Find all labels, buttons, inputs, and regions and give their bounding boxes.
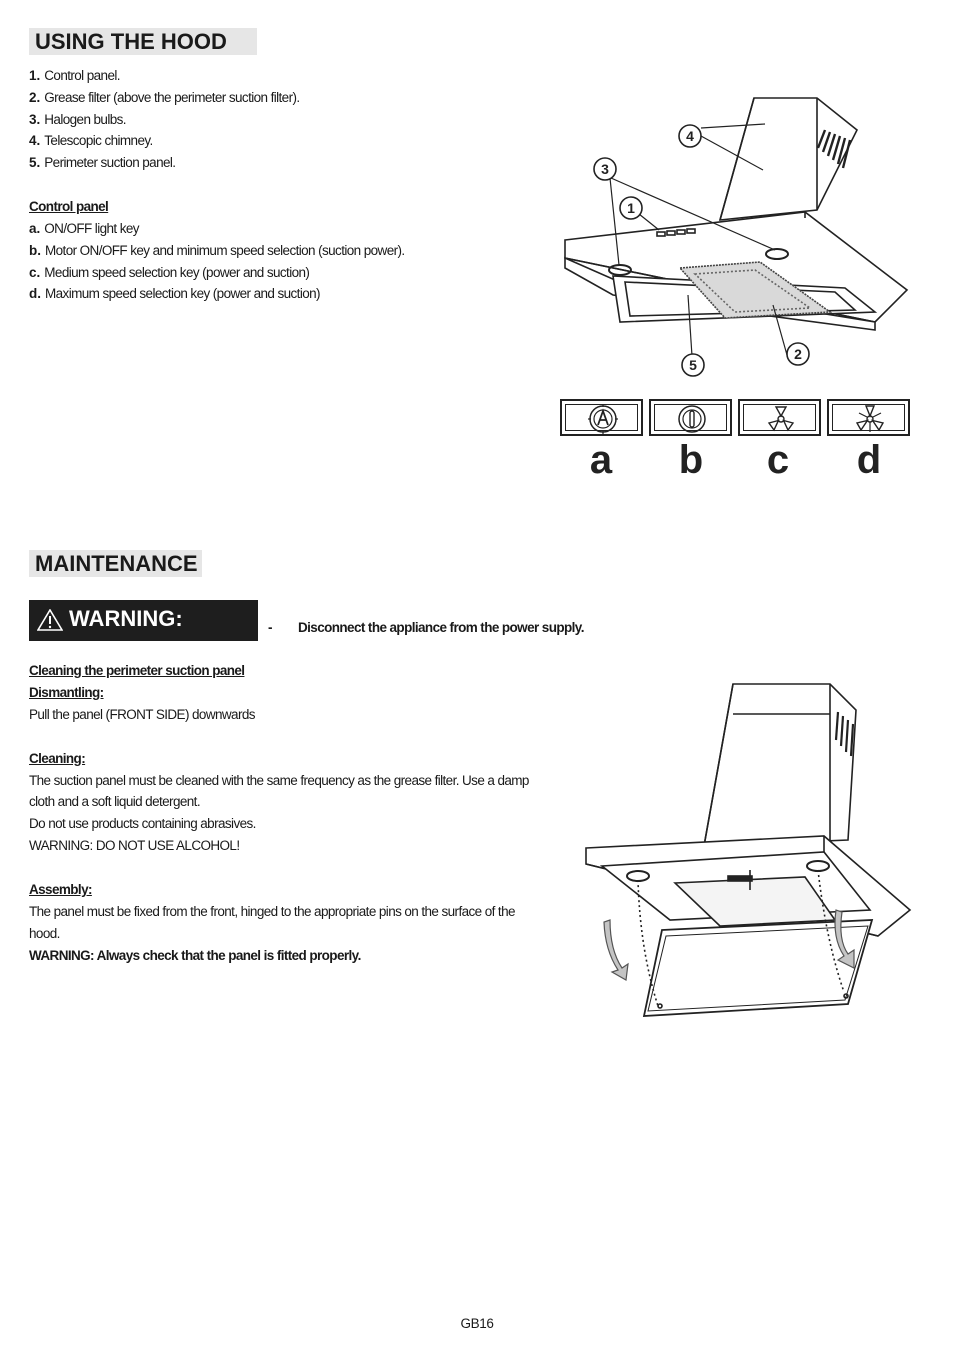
callout-label-1: 1	[627, 200, 635, 216]
assembly-heading: Assembly:	[29, 882, 92, 898]
callout-label-5: 5	[689, 357, 697, 373]
control-panel-list	[29, 218, 405, 305]
list-item: b. Motor ON/OFF key and minimum speed selection (suction power).	[29, 242, 405, 258]
list-item: a. ON/OFF light key	[29, 221, 139, 236]
cleaning-heading: Cleaning:	[29, 750, 86, 766]
list-item: d. Maximum speed selection key (power and suction)	[29, 286, 320, 302]
key-d-max-speed[interactable]	[827, 399, 910, 436]
list-item: 2. Grease filter (above the perimeter suction filter).	[29, 89, 300, 105]
hood-parts-diagram	[555, 90, 920, 390]
cleaning-line: Do not use products containing abrasives.	[29, 816, 256, 832]
dismantling-heading: Dismantling:	[29, 684, 104, 700]
section-title-using-the-hood: USING THE HOOD	[29, 28, 257, 55]
list-item: 3. Halogen bulbs.	[29, 111, 126, 127]
fan-max-icon	[854, 403, 886, 435]
panel-removal-diagram	[580, 680, 915, 1025]
warning-label: WARNING:	[69, 606, 183, 631]
list-item: 5. Perimeter suction panel.	[29, 155, 176, 171]
list-item: 1. Control panel.	[29, 68, 120, 83]
list-item: 4. Telescopic chimney.	[29, 133, 153, 149]
section-title-maintenance: MAINTENANCE	[29, 550, 202, 577]
key-a-light[interactable]	[560, 399, 643, 436]
control-keys	[560, 399, 912, 437]
cleaning-line: WARNING: DO NOT USE ALCOHOL!	[29, 838, 240, 854]
maintenance-body	[29, 660, 549, 967]
light-icon	[587, 403, 619, 435]
warning-dash: -	[268, 620, 272, 635]
warning-triangle-icon	[37, 609, 63, 631]
warning-text: Disconnect the appliance from the power supply.	[298, 620, 584, 635]
list-item: c. Medium speed selection key (power and suction)	[29, 264, 310, 280]
key-label-a: a	[589, 438, 613, 482]
callout-label-3: 3	[601, 161, 609, 177]
key-label-b: b	[678, 438, 704, 482]
dismantling-text: Pull the panel (FRONT SIDE) downwards	[29, 706, 255, 722]
cleaning-line: The suction panel must be cleaned with the same frequency as the grease filter. Use a damp	[29, 772, 529, 788]
key-label-c: c	[766, 438, 790, 482]
assembly-warning: WARNING: Always check that the panel is fitted properly.	[29, 947, 361, 963]
page-number: GB16	[460, 1316, 494, 1331]
callout-label-2: 2	[794, 346, 802, 362]
fan-medium-icon	[765, 403, 797, 435]
assembly-line: The panel must be fixed from the front, hinged to the appropriate pins on the surface of the	[29, 903, 515, 919]
callout-label-4: 4	[686, 128, 694, 144]
assembly-line: hood.	[29, 925, 60, 941]
key-b-power[interactable]	[649, 399, 732, 436]
cleaning-panel-heading: Cleaning the perimeter suction panel	[29, 663, 245, 678]
key-c-medium-speed[interactable]	[738, 399, 821, 436]
cleaning-line: cloth and a soft liquid detergent.	[29, 794, 200, 810]
key-label-d: d	[856, 438, 882, 482]
control-panel-heading: Control panel	[29, 199, 109, 214]
parts-list	[29, 65, 300, 174]
power-icon	[676, 403, 708, 435]
warning-box	[29, 600, 258, 641]
